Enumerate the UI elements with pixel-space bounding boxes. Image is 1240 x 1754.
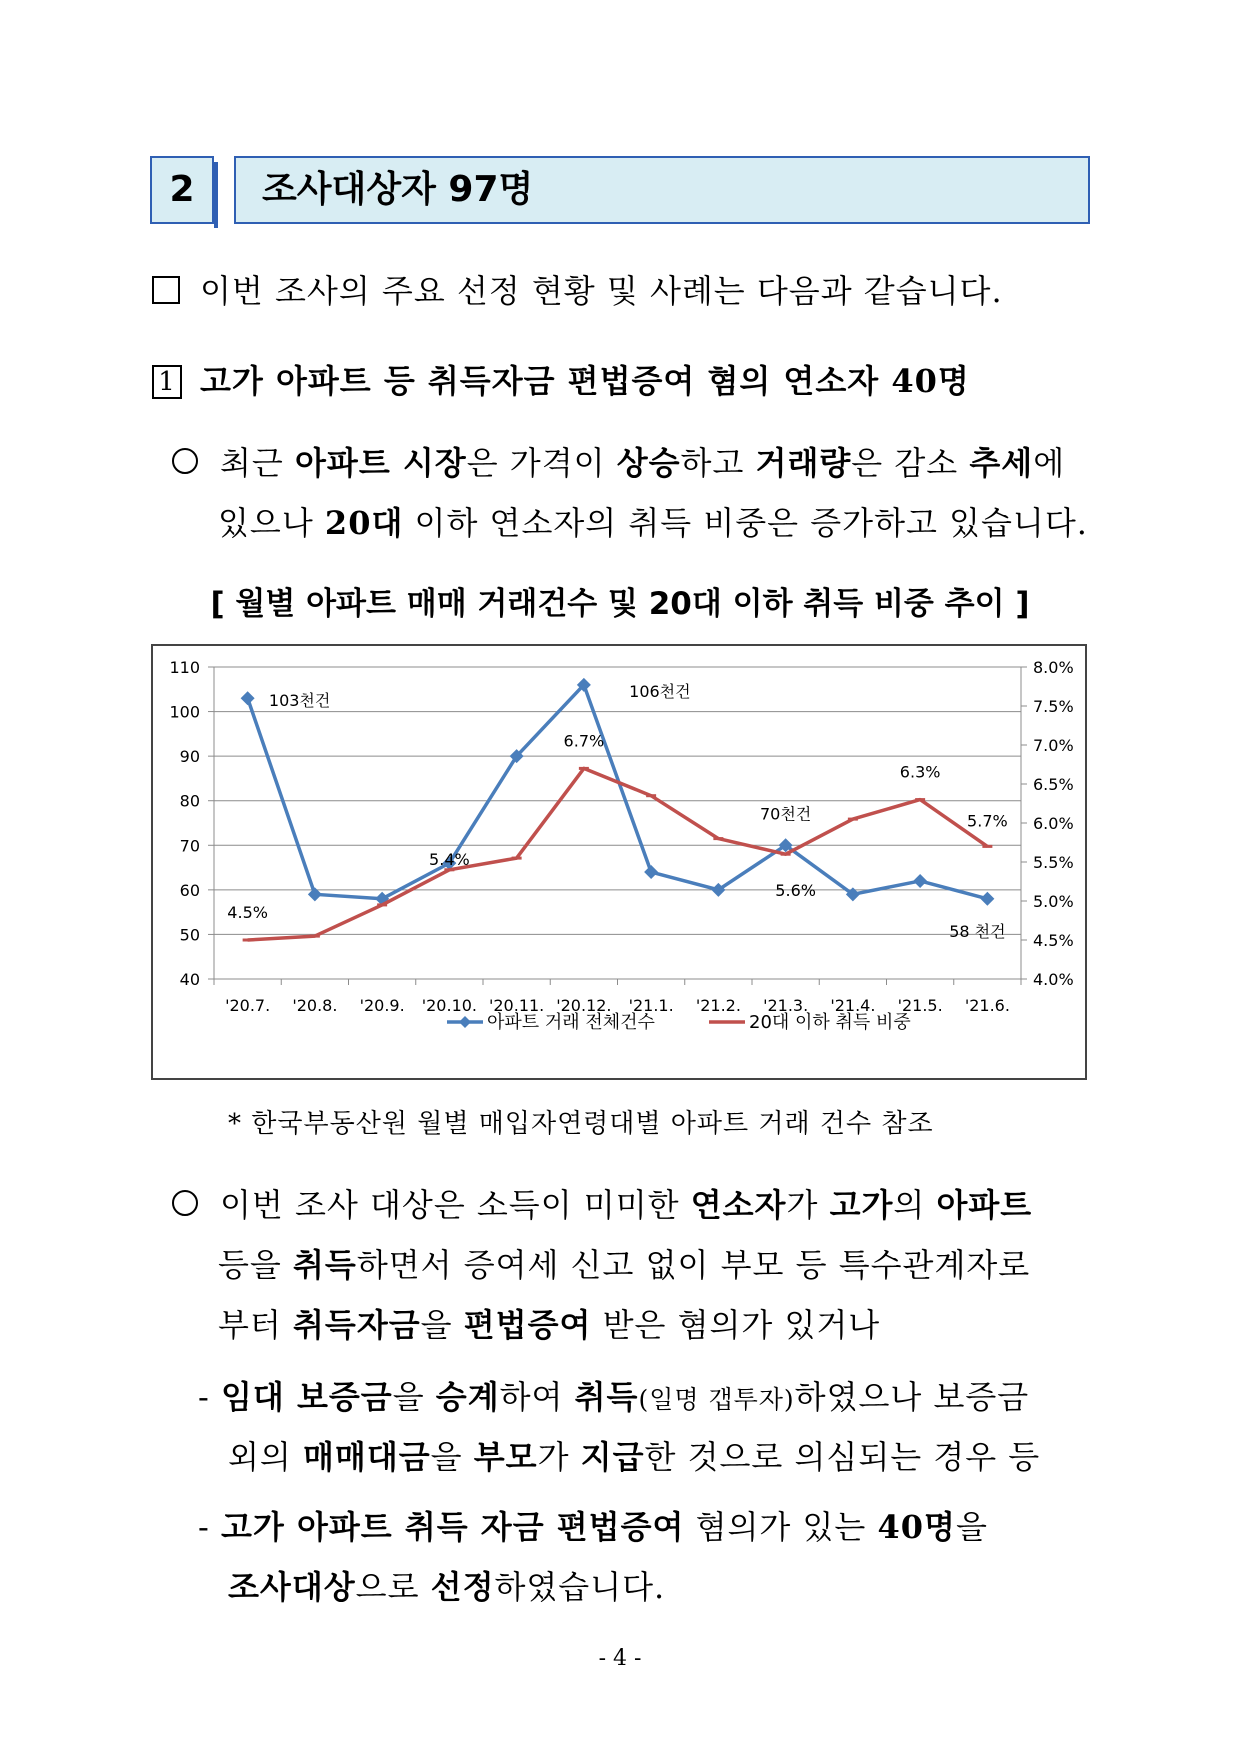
x-tick-label: '21.2. bbox=[695, 996, 741, 1015]
checkbox-icon bbox=[152, 276, 180, 304]
text-span: 가 bbox=[786, 1186, 830, 1224]
y-left-tick-label: 110 bbox=[169, 658, 200, 677]
text-span: 혐의가 있는 bbox=[684, 1508, 878, 1546]
x-tick-label: '20.7. bbox=[225, 996, 271, 1015]
circle-bullet-icon bbox=[172, 448, 198, 474]
y-right-tick-label: 4.0% bbox=[1033, 970, 1074, 989]
text-span: 지급 bbox=[580, 1438, 645, 1476]
text-span: 20대 bbox=[324, 504, 404, 542]
data-point bbox=[377, 903, 387, 906]
x-tick-label: '21.6. bbox=[964, 996, 1010, 1015]
data-point bbox=[848, 818, 858, 821]
y-left-tick-label: 90 bbox=[179, 747, 200, 767]
text-span: 에 bbox=[1033, 444, 1066, 482]
data-label: 5.4% bbox=[429, 849, 470, 869]
page-number: - 4 - bbox=[598, 1646, 642, 1671]
text-span: 선정 bbox=[430, 1568, 495, 1606]
text-span: 아파트 bbox=[936, 1186, 1033, 1224]
section-number: 2 bbox=[150, 156, 214, 224]
text-span: 하여 bbox=[499, 1378, 575, 1416]
data-point bbox=[781, 853, 791, 856]
dash-1-line-2 bbox=[228, 1432, 1040, 1478]
x-tick-label: '20.8. bbox=[292, 996, 338, 1015]
data-point bbox=[913, 874, 927, 888]
line-chart bbox=[153, 646, 1085, 1078]
x-tick-label: '20.10. bbox=[421, 996, 478, 1015]
bullet-2-line-1 bbox=[172, 1180, 1032, 1226]
y-left-tick-label: 80 bbox=[179, 791, 200, 811]
data-point bbox=[982, 845, 992, 848]
data-point bbox=[713, 837, 723, 840]
dash-icon: - bbox=[198, 1508, 221, 1546]
text-span: 고가 bbox=[829, 1186, 894, 1224]
text-span: 조사대상 bbox=[228, 1568, 356, 1606]
text-span: 최근 bbox=[220, 444, 295, 482]
y-left-tick-label: 60 bbox=[179, 880, 200, 900]
data-label: 4.5% bbox=[227, 903, 268, 922]
data-point bbox=[980, 892, 994, 906]
bullet-1-line-2 bbox=[218, 498, 1088, 544]
text-span: 취득 bbox=[293, 1246, 357, 1284]
text-span: 부모 bbox=[473, 1438, 538, 1476]
bullet-1-line-1 bbox=[172, 438, 1065, 484]
y-right-tick-label: 7.5% bbox=[1033, 697, 1074, 716]
data-label: 58 천건 bbox=[949, 921, 1006, 941]
text-span: 하면서 증여세 신고 없이 부모 등 특수관계자로 bbox=[356, 1246, 1031, 1284]
text-span: 가 bbox=[537, 1438, 581, 1476]
chart-title: [ 월별 아파트 매매 거래건수 및 20대 이하 취득 비중 추이 ] bbox=[210, 586, 1030, 622]
y-left-tick-label: 100 bbox=[169, 702, 200, 722]
data-point bbox=[579, 767, 589, 770]
data-point bbox=[243, 939, 253, 942]
data-label: 70천건 bbox=[759, 804, 812, 824]
data-point bbox=[241, 691, 255, 705]
dash-2-line-2 bbox=[228, 1562, 665, 1608]
text-span: 등을 bbox=[218, 1246, 293, 1284]
bullet-2-line-2 bbox=[218, 1240, 1030, 1286]
item-heading bbox=[152, 356, 970, 402]
y-right-tick-label: 5.5% bbox=[1033, 853, 1074, 872]
text-span: 이번 조사 대상은 소득이 미미한 bbox=[220, 1186, 691, 1224]
text-span: 은 가격이 bbox=[466, 444, 617, 482]
bullet-2-line-3 bbox=[218, 1300, 880, 1346]
text-span: 을 bbox=[420, 1306, 464, 1344]
x-tick-label: '20.11. bbox=[488, 996, 545, 1015]
dash-icon: - bbox=[198, 1378, 221, 1416]
text-span: 취득 bbox=[574, 1378, 639, 1416]
data-label: 5.6% bbox=[775, 881, 816, 901]
text-span: 고가 아파트 취득 자금 편법증여 bbox=[220, 1508, 685, 1546]
x-tick-label: '20.12. bbox=[556, 996, 612, 1015]
text-span: 편법증여 bbox=[463, 1306, 592, 1344]
series-line bbox=[248, 685, 988, 899]
data-point bbox=[512, 857, 522, 860]
data-label: 5.7% bbox=[967, 811, 1008, 831]
data-point bbox=[310, 935, 320, 938]
dash-1-line-1 bbox=[198, 1372, 1029, 1418]
text-span: 임대 보증금 bbox=[220, 1378, 393, 1416]
legend-marker bbox=[459, 1016, 471, 1028]
text-span: (일명 갭투자) bbox=[638, 1385, 795, 1414]
y-right-tick-label: 8.0% bbox=[1033, 658, 1074, 677]
text-span: 을 bbox=[955, 1508, 988, 1546]
text-span: 거래량 bbox=[755, 444, 852, 482]
y-left-tick-label: 50 bbox=[179, 925, 200, 945]
data-point bbox=[915, 798, 925, 801]
data-label: 106천건 bbox=[629, 681, 691, 701]
text-span: 하였으나 보증금 bbox=[794, 1378, 1030, 1416]
text-span: 을 bbox=[392, 1378, 436, 1416]
text-span: 하였습니다. bbox=[494, 1568, 666, 1606]
text-span: 아파트 시장 bbox=[295, 444, 467, 482]
section-header bbox=[150, 156, 1090, 228]
x-tick-label: '21.4. bbox=[830, 996, 876, 1015]
y-right-tick-label: 4.5% bbox=[1033, 931, 1074, 950]
data-label: 6.7% bbox=[563, 731, 605, 751]
dash-2-line-1 bbox=[198, 1502, 988, 1548]
intro-line bbox=[152, 266, 1003, 312]
series-line bbox=[248, 768, 988, 940]
text-span: 외의 bbox=[228, 1438, 303, 1476]
y-left-tick-label: 70 bbox=[179, 836, 200, 856]
text-span: 부터 bbox=[218, 1306, 293, 1344]
text-span: 으로 bbox=[355, 1568, 431, 1606]
item-number-box: 1 bbox=[152, 365, 182, 399]
data-point bbox=[644, 865, 658, 879]
text-span: 40명 bbox=[877, 1508, 956, 1546]
x-tick-label: '21.3. bbox=[763, 996, 809, 1015]
y-right-tick-label: 7.0% bbox=[1033, 736, 1074, 755]
item-heading-text: 고가 아파트 등 취득자금 편법증여 혐의 연소자 40명 bbox=[200, 362, 970, 400]
text-span: 매매대금 bbox=[303, 1438, 431, 1476]
text-span: 한 것으로 의심되는 경우 등 bbox=[644, 1438, 1041, 1476]
chart-container bbox=[151, 644, 1087, 1080]
text-span: 있으나 bbox=[218, 504, 325, 542]
x-tick-label: '21.5. bbox=[897, 996, 943, 1015]
y-right-tick-label: 5.0% bbox=[1033, 892, 1074, 911]
text-span: 승계 bbox=[435, 1378, 500, 1416]
data-label: 6.3% bbox=[899, 762, 941, 782]
y-right-tick-label: 6.0% bbox=[1033, 814, 1074, 833]
text-span: 추세 bbox=[969, 444, 1034, 482]
y-left-tick-label: 40 bbox=[179, 970, 200, 989]
data-point bbox=[646, 794, 656, 797]
source-note: * 한국부동산원 월별 매입자연령대별 아파트 거래 건수 참조 bbox=[228, 1109, 934, 1139]
text-span: 상승 bbox=[616, 444, 681, 482]
text-span: 의 bbox=[893, 1186, 937, 1224]
intro-text: 이번 조사의 주요 선정 현황 및 사례는 다음과 같습니다. bbox=[200, 272, 1003, 310]
data-label: 103천건 bbox=[268, 691, 331, 711]
text-span: 이하 연소자의 취득 비중은 증가하고 있습니다. bbox=[403, 504, 1088, 542]
x-tick-label: '20.9. bbox=[359, 996, 405, 1015]
text-span: 취득자금 bbox=[293, 1306, 421, 1344]
y-right-tick-label: 6.5% bbox=[1033, 775, 1074, 794]
circle-bullet-icon bbox=[172, 1190, 198, 1216]
legend-label: 20대 이하 취득 비중 bbox=[749, 1012, 911, 1033]
legend-marker bbox=[722, 1021, 732, 1024]
section-title: 조사대상자 97명 bbox=[234, 156, 1090, 224]
text-span: 받은 혐의가 있거나 bbox=[591, 1306, 881, 1344]
legend-label: 아파트 거래 전체건수 bbox=[487, 1012, 655, 1033]
text-span: 연소자 bbox=[690, 1186, 787, 1224]
text-span: 은 감소 bbox=[851, 444, 970, 482]
text-span: 을 bbox=[430, 1438, 474, 1476]
text-span: 하고 bbox=[680, 444, 756, 482]
x-tick-label: '21.1. bbox=[628, 996, 674, 1015]
